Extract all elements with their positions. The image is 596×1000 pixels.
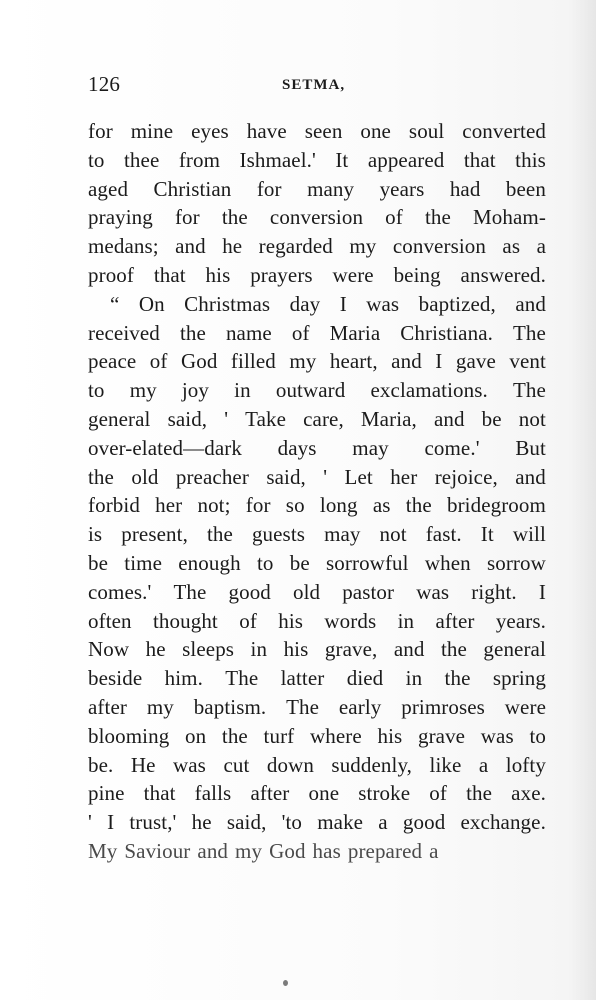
word: proof <box>88 262 134 287</box>
word: peace <box>88 349 137 374</box>
word: It <box>480 522 494 547</box>
word: the <box>424 205 451 230</box>
word: in <box>234 378 251 403</box>
word: may <box>352 435 389 460</box>
word: trust,' <box>129 810 177 835</box>
word: him. <box>164 666 203 691</box>
word: had <box>449 176 481 201</box>
word: be. <box>88 752 114 777</box>
word: may <box>324 522 361 547</box>
word: to <box>88 378 105 403</box>
word: beside <box>88 666 143 691</box>
text-line <box>88 837 546 866</box>
word: outward <box>275 378 346 403</box>
text-line <box>88 779 546 808</box>
word: comes.' <box>88 579 152 604</box>
word: Moham- <box>473 205 546 230</box>
word: vent <box>509 349 546 374</box>
page-edge-shadow <box>568 0 596 1000</box>
word: Now <box>88 637 130 662</box>
word: he <box>222 234 243 259</box>
word: thee <box>123 147 160 172</box>
text-line <box>88 405 546 434</box>
word: The <box>225 666 259 691</box>
word: The <box>512 378 546 403</box>
word: general <box>88 406 151 431</box>
word: falls <box>194 781 232 806</box>
word: preacher <box>175 464 249 489</box>
word: good <box>402 810 446 835</box>
word: I <box>339 291 347 316</box>
text-line <box>88 290 546 319</box>
word: pine <box>88 781 125 806</box>
word: of <box>385 205 403 230</box>
word: from <box>178 147 221 172</box>
word: conversion <box>269 205 364 230</box>
word: said, <box>226 810 267 835</box>
text-line <box>88 347 546 376</box>
word: pastor <box>342 579 395 604</box>
word: is <box>88 522 103 547</box>
word: my <box>146 694 174 719</box>
word: the <box>88 464 114 489</box>
word: he <box>191 810 212 835</box>
word: day <box>289 291 321 316</box>
word: sorrow <box>486 550 546 575</box>
word: right. <box>471 579 517 604</box>
word: I <box>435 349 443 374</box>
word: name <box>225 320 272 345</box>
word: a <box>478 752 489 777</box>
word: my <box>289 349 317 374</box>
word: old <box>292 579 321 604</box>
word: blooming <box>88 723 170 748</box>
word: Christmas <box>184 291 271 316</box>
word: not <box>518 406 546 431</box>
word: prepared <box>347 838 423 863</box>
word: Maria, <box>360 406 417 431</box>
word: and <box>391 349 422 374</box>
word: to <box>256 550 274 575</box>
word: down <box>266 752 314 777</box>
word: he <box>145 637 166 662</box>
word: for <box>174 205 200 230</box>
word: in <box>405 666 423 691</box>
word: many <box>307 176 355 201</box>
word: was <box>366 291 400 316</box>
word: was <box>173 752 206 777</box>
word: the <box>221 205 248 230</box>
text-line <box>88 376 546 405</box>
word: conversion <box>392 234 486 259</box>
text-line <box>88 434 546 463</box>
word: ' <box>88 810 92 835</box>
text-line <box>88 232 546 261</box>
word: be <box>481 406 502 431</box>
word: for <box>256 176 282 201</box>
word: bridegroom <box>446 493 546 518</box>
word: forbid <box>88 493 140 518</box>
word: baptized, <box>418 291 496 316</box>
word: 'to <box>281 810 303 835</box>
word: one <box>360 119 391 143</box>
word: God <box>180 349 218 374</box>
word: God <box>269 838 306 863</box>
text-line <box>88 146 546 175</box>
word: my <box>235 838 263 863</box>
word: the <box>405 493 432 518</box>
word: for <box>245 493 271 518</box>
word: medans; <box>88 234 159 259</box>
text-line <box>88 607 546 636</box>
word: sleeps <box>182 637 235 662</box>
word: that <box>153 262 186 287</box>
text-line <box>88 175 546 204</box>
word: my <box>129 378 157 403</box>
word: aged <box>88 176 129 201</box>
word: and <box>515 464 546 489</box>
word: The <box>286 694 320 719</box>
word: cut <box>223 752 250 777</box>
word: been <box>505 176 546 201</box>
word: not <box>379 522 407 547</box>
word: latter <box>280 666 325 691</box>
word: was <box>480 723 514 748</box>
word: axe. <box>511 781 546 806</box>
word: the <box>206 522 233 547</box>
word: and <box>197 838 229 863</box>
word: I <box>538 579 546 604</box>
word: sorrowful <box>326 550 409 575</box>
word: Christiana. <box>400 320 493 345</box>
word: lofty <box>505 752 546 777</box>
word: over-elated—dark <box>88 435 242 460</box>
word: Saviour <box>124 838 191 863</box>
word: were <box>504 694 546 719</box>
word: of <box>239 608 257 633</box>
word: gave <box>455 349 496 374</box>
word: The <box>513 320 546 345</box>
word: and <box>515 291 546 316</box>
word: have <box>246 119 287 143</box>
word: eyes <box>191 119 229 143</box>
text-line <box>88 520 546 549</box>
word: I <box>107 810 115 835</box>
word: words <box>324 608 377 633</box>
word: the <box>221 723 248 748</box>
word: turf <box>263 723 295 748</box>
word: But <box>515 435 546 460</box>
text-line <box>88 751 546 780</box>
word: “ <box>110 291 120 316</box>
word: his <box>278 608 304 633</box>
word: fast. <box>425 522 462 547</box>
word: to <box>529 723 546 748</box>
page-number: 126 <box>88 72 121 96</box>
word: after <box>250 781 290 806</box>
word: said, <box>167 406 208 431</box>
word: will <box>512 522 546 547</box>
word: years. <box>495 608 546 633</box>
word: filled <box>230 349 276 374</box>
word: his <box>377 723 403 748</box>
word: answered. <box>460 262 546 287</box>
word: as <box>502 234 521 259</box>
word: of <box>429 781 447 806</box>
word: grave <box>417 723 466 748</box>
printer-mark <box>283 980 288 986</box>
word: were <box>332 262 374 287</box>
word: He <box>130 752 156 777</box>
text-line <box>88 578 546 607</box>
word: time <box>124 550 163 575</box>
word: after <box>435 608 475 633</box>
word: of <box>291 320 310 345</box>
word: prayers <box>250 262 313 287</box>
word: one <box>308 781 340 806</box>
text-line <box>88 635 546 664</box>
word: suddenly, <box>331 752 413 777</box>
word: exchange. <box>460 810 546 835</box>
word: appeared <box>367 147 445 172</box>
word: as <box>372 493 391 518</box>
text-line <box>88 549 546 578</box>
word: years <box>379 176 425 201</box>
word: the <box>466 781 493 806</box>
word: thought <box>153 608 218 633</box>
word: the <box>444 666 471 691</box>
word: her <box>155 493 183 518</box>
text-line <box>88 463 546 492</box>
word: old <box>131 464 159 489</box>
text-line <box>88 203 546 232</box>
word: converted <box>462 119 546 143</box>
word: enough <box>178 550 241 575</box>
word: mine <box>130 119 174 143</box>
word: the <box>440 637 467 662</box>
word: and <box>433 406 465 431</box>
word: not; <box>197 493 231 518</box>
text-line <box>88 261 546 290</box>
page-header <box>88 70 546 98</box>
word: the <box>179 320 206 345</box>
word: a <box>429 838 439 863</box>
word: often <box>88 608 132 633</box>
word: Take <box>245 406 287 431</box>
word: be <box>88 550 109 575</box>
word: for <box>88 119 113 143</box>
word: seen <box>304 119 343 143</box>
word: general <box>483 637 546 662</box>
running-head: SETMA, <box>282 77 346 93</box>
word: this <box>515 147 546 172</box>
word: on <box>185 723 207 748</box>
text-line <box>88 319 546 348</box>
word: come.' <box>424 435 480 460</box>
word: a <box>378 810 388 835</box>
word: soul <box>408 119 445 143</box>
word: make <box>317 810 364 835</box>
word: that <box>143 781 176 806</box>
word: baptism. <box>193 694 267 719</box>
word: long <box>319 493 358 518</box>
word: when <box>424 550 471 575</box>
word: said, <box>266 464 306 489</box>
word: and <box>175 234 206 259</box>
word: My <box>88 838 118 863</box>
word: On <box>138 291 165 316</box>
word: The <box>173 579 207 604</box>
word: good <box>228 579 271 604</box>
text-line <box>88 808 546 837</box>
text-line <box>88 491 546 520</box>
word: care, <box>303 406 344 431</box>
word: guests <box>251 522 306 547</box>
word: It <box>335 147 349 172</box>
word: after <box>88 694 127 719</box>
word: heart, <box>329 349 378 374</box>
word: a <box>536 234 546 259</box>
word: Ishmael.' <box>239 147 316 172</box>
word: my <box>349 234 377 259</box>
word: in <box>397 608 415 633</box>
text-line <box>88 693 546 722</box>
word: primroses <box>401 694 485 719</box>
word: spring <box>492 666 546 691</box>
word: ' <box>323 464 328 489</box>
word: present, <box>121 522 188 547</box>
word: his <box>283 637 309 662</box>
text-line <box>88 664 546 693</box>
word: has <box>312 838 341 863</box>
word: her <box>390 464 418 489</box>
word: Let <box>344 464 373 489</box>
word: died <box>346 666 384 691</box>
body-text <box>88 117 546 866</box>
word: in <box>250 637 268 662</box>
word: days <box>277 435 317 460</box>
word: Maria <box>329 320 381 345</box>
word: received <box>88 320 160 345</box>
text-line <box>88 722 546 751</box>
word: was <box>416 579 450 604</box>
word: Christian <box>153 176 232 201</box>
word: be <box>289 550 310 575</box>
word: that <box>463 147 496 172</box>
word: exclamations. <box>370 378 488 403</box>
word: his <box>205 262 231 287</box>
word: joy <box>181 378 210 403</box>
word: praying <box>88 205 153 230</box>
word: early <box>338 694 382 719</box>
word: regarded <box>258 234 333 259</box>
word: to <box>88 147 105 172</box>
word: grave, <box>324 637 378 662</box>
word: and <box>393 637 425 662</box>
word: where <box>309 723 362 748</box>
word: like <box>429 752 462 777</box>
word: being <box>393 262 441 287</box>
word: stroke <box>358 781 411 806</box>
text-line <box>88 117 546 146</box>
word: ' <box>224 406 229 431</box>
word: so <box>285 493 305 518</box>
word: rejoice, <box>434 464 498 489</box>
word: of <box>149 349 168 374</box>
